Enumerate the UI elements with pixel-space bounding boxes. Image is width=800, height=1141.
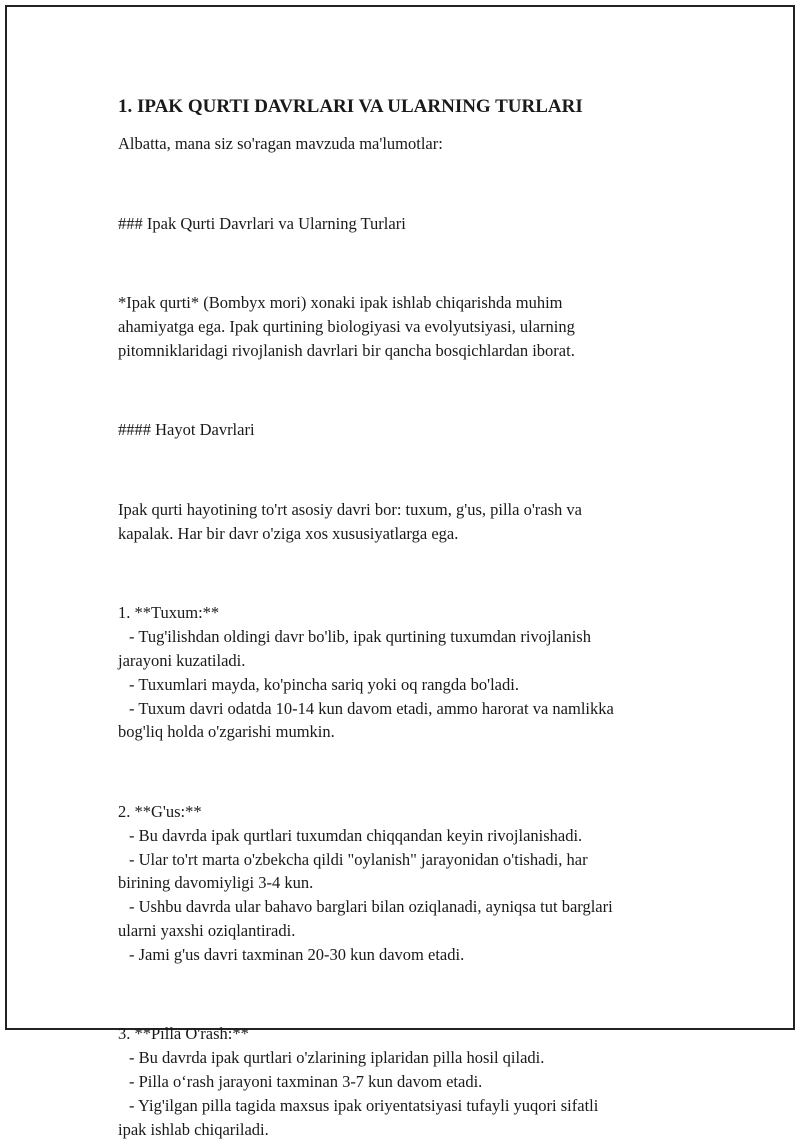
paragraph-line: jarayoni kuzatiladi. — [118, 649, 698, 673]
document-body — [118, 92, 698, 1141]
paragraph-line: *Ipak qurti* (Bombyx mori) xonaki ipak ishlab chiqarishda muhim — [118, 291, 698, 315]
section-heading: #### Hayot Davrlari — [118, 418, 698, 442]
paragraph-line: pitomniklaridagi rivojlanish davrlari bir qancha bosqichlardan iborat. — [118, 339, 698, 363]
section-heading: ### Ipak Qurti Davrlari va Ularning Turlari — [118, 212, 698, 236]
document-title: 1. IPAK QURTI DAVRLARI VA ULARNING TURLARI — [118, 92, 698, 122]
blank-line — [118, 251, 698, 275]
bullet-line: - Tug'ilishdan oldingi davr bo'lib, ipak qurtining tuxumdan rivojlanish — [118, 625, 698, 649]
numbered-item: 3. **Pilla O'rash:** — [118, 1022, 698, 1046]
bullet-line: - Tuxum davri odatda 10-14 kun davom etadi, ammo harorat va namlikka — [118, 697, 698, 721]
bullet-line: - Jami g'us davri taxminan 20-30 kun davom etadi. — [118, 943, 698, 967]
blank-line — [118, 172, 698, 196]
bullet-line: - Yig'ilgan pilla tagida maxsus ipak oriyentatsiyasi tufayli yuqori sifatli — [118, 1094, 698, 1118]
numbered-item: 2. **G'us:** — [118, 800, 698, 824]
paragraph-line: ahamiyatga ega. Ipak qurtining biologiyasi va evolyutsiyasi, ularning — [118, 315, 698, 339]
blank-line — [118, 562, 698, 586]
paragraph-line: Albatta, mana siz so'ragan mavzuda ma'lumotlar: — [118, 132, 698, 156]
paragraph-line: ularni yaxshi oziqlantiradi. — [118, 919, 698, 943]
bullet-line: - Pilla o‘rash jarayoni taxminan 3-7 kun davom etadi. — [118, 1070, 698, 1094]
paragraph-line: bog'liq holda o'zgarishi mumkin. — [118, 720, 698, 744]
paragraph-line: Ipak qurti hayotining to'rt asosiy davri bor: tuxum, g'us, pilla o'rash va — [118, 498, 698, 522]
blank-line — [118, 983, 698, 1007]
bullet-line: - Ular to'rt marta o'zbekcha qildi "oylanish" jarayonidan o'tishadi, har — [118, 848, 698, 872]
bullet-line: - Bu davrda ipak qurtlari tuxumdan chiqqandan keyin rivojlanishadi. — [118, 824, 698, 848]
numbered-item: 1. **Tuxum:** — [118, 601, 698, 625]
blank-line — [118, 760, 698, 784]
bullet-line: - Bu davrda ipak qurtlari o'zlarining iplaridan pilla hosil qiladi. — [118, 1046, 698, 1070]
bullet-line: - Tuxumlari mayda, ko'pincha sariq yoki oq rangda bo'ladi. — [118, 673, 698, 697]
paragraph-line: birining davomiyligi 3-4 kun. — [118, 871, 698, 895]
paragraph-line: ipak ishlab chiqariladi. — [118, 1118, 698, 1141]
bullet-line: - Ushbu davrda ular bahavo barglari bilan oziqlanadi, ayniqsa tut barglari — [118, 895, 698, 919]
paragraph-line: kapalak. Har bir davr o'ziga xos xususiyatlarga ega. — [118, 522, 698, 546]
document-text — [118, 132, 698, 1141]
blank-line — [118, 458, 698, 482]
blank-line — [118, 379, 698, 403]
